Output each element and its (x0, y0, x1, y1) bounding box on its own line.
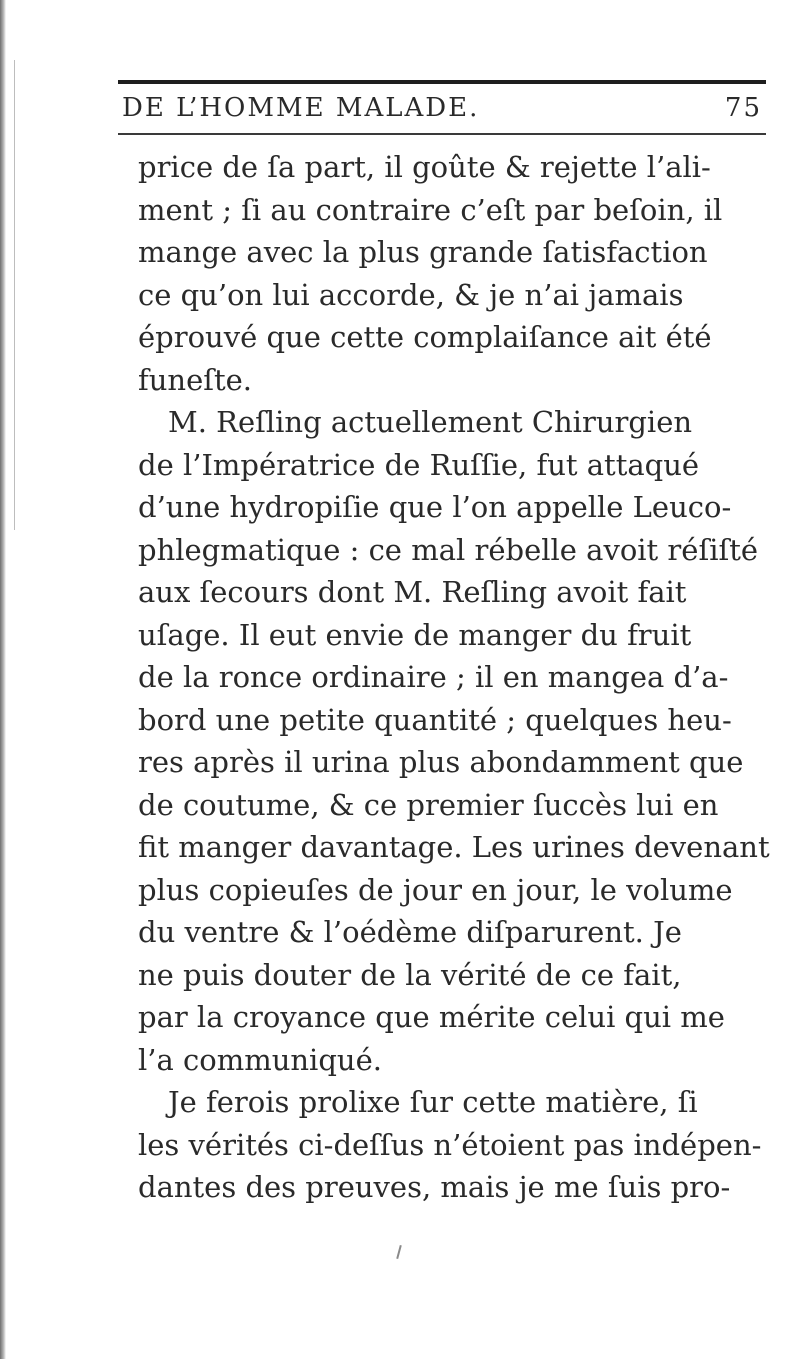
text-line: dantes des preuves, mais je me ſuis pro- (138, 1170, 731, 1204)
text-line: bord une petite quantité ; quelques heu- (138, 702, 732, 737)
binding-line (14, 60, 15, 530)
text-line: du ventre & l’oédème diſparurent. Je (138, 915, 682, 949)
text-line: les vérités ci-deſſus n’étoient pas indépen- (138, 1127, 762, 1162)
body-text (138, 146, 778, 1209)
text-line: res après il urina plus abondamment que (138, 745, 744, 779)
text-line: phlegmatique : ce mal rébelle avoit réſiſté (138, 532, 759, 567)
running-header (122, 93, 766, 129)
text-line: de coutume, & ce premier ſuccès lui en (138, 787, 719, 822)
text-line: ne puis douter de la vérité de ce fait, (138, 957, 682, 992)
text-line: par la croyance que mérite celui qui me (138, 1000, 725, 1034)
text-line: aux ſecours dont M. Reſling avoit fait (138, 575, 687, 609)
text-line: fit manger davantage. Les urines devenant (138, 830, 770, 864)
text-line: de l’Impératrice de Ruſſie, fut attaqué (138, 447, 700, 482)
text-line: de la ronce ordinaire ; il en mangea d’a- (138, 660, 729, 694)
text-line: éprouvé que cette complaiſance ait été (138, 320, 712, 354)
text-line: price de ſa part, il goûte & rejette l’ali- (138, 150, 711, 184)
text-line: mange avec la plus grande ſatisfaction (138, 235, 708, 269)
header-bottom-rule (118, 133, 766, 135)
header-top-rule (118, 80, 766, 84)
text-line: d’une hydropiſie que l’on appelle Leuco- (138, 490, 732, 524)
text-line: l’a communiqué. (138, 1042, 382, 1077)
text-line: ment ; ſi au contraire c’eſt par beſoin, il (138, 192, 723, 227)
running-title: DE L’HOMME MALADE. (122, 93, 480, 123)
page-gutter-shadow (0, 0, 6, 1359)
text-line: ce qu’on lui accorde, & je n’ai jamais (138, 277, 684, 312)
page-number: 75 (724, 93, 762, 123)
text-line: funeſte. (138, 362, 253, 397)
text-line: uſage. Il eut envie de manger du fruit (138, 617, 692, 652)
text-line: Je ferois prolixe ſur cette matière, ſi (168, 1085, 698, 1119)
text-line: M. Reſling actuellement Chirurgien (168, 405, 693, 439)
ink-mark (396, 1245, 402, 1259)
text-line: plus copieuſes de jour en jour, le volume (138, 872, 733, 907)
